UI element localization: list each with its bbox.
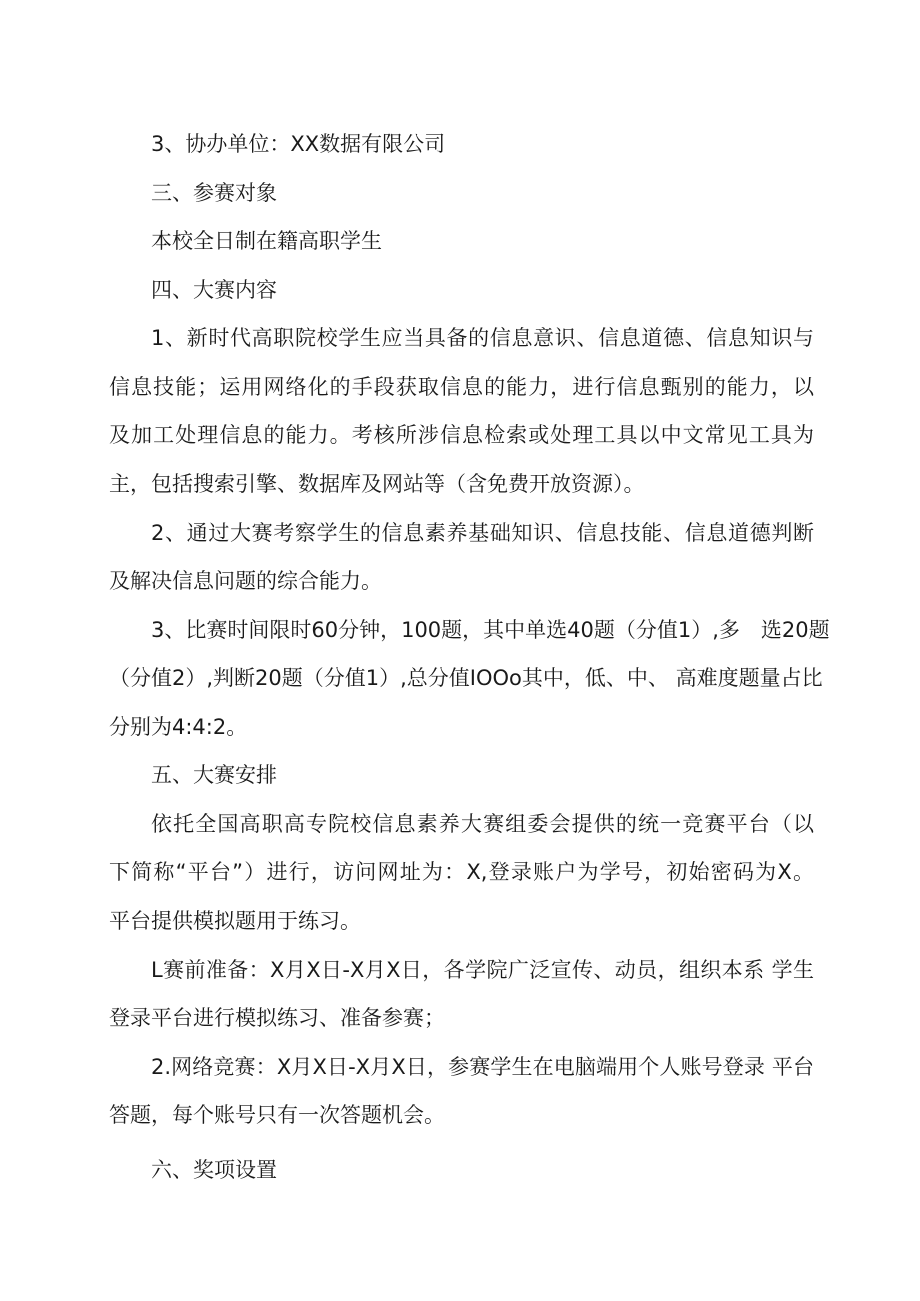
section-heading-awards: 六、奖项设置 xyxy=(151,1158,277,1182)
paragraph-arrangement-line-1: 依托全国高职高专院校信息素养大赛组委会提供的统一竞赛平台（以 xyxy=(151,812,814,836)
paragraph-preparation-line-2: 登录平台进行模拟练习、准备参赛； xyxy=(109,1006,445,1030)
section-heading-content: 四、大赛内容 xyxy=(151,278,277,302)
paragraph-content-3-line-2: （分值2）,判断20题（分值1）,总分值IOOo其中，低、中、 高难度题量占比 xyxy=(109,666,823,690)
paragraph-content-1-line-2: 信息技能；运用网络化的手段获取信息的能力，进行信息甄别的能力，以 xyxy=(109,375,814,399)
section-heading-participants: 三、参赛对象 xyxy=(151,181,277,205)
paragraph-arrangement-line-2: 下简称“平台”）进行，访问网址为：X,登录账户为学号，初始密码为X。 xyxy=(109,860,814,884)
paragraph-content-2-line-2: 及解决信息问题的综合能力。 xyxy=(109,569,382,593)
paragraph-co-organizer: 3、协办单位：XX数据有限公司 xyxy=(151,132,446,156)
paragraph-content-1-line-4: 主，包括搜索引擎、数据库及网站等（含免费开放资源）。 xyxy=(109,472,645,496)
paragraph-competition-line-2: 答题，每个账号只有一次答题机会。 xyxy=(109,1103,445,1127)
paragraph-content-3-line-3: 分别为4:4:2。 xyxy=(109,715,248,739)
section-heading-arrangement: 五、大赛安排 xyxy=(151,763,277,787)
paragraph-content-2-line-1: 2、通过大赛考察学生的信息素养基础知识、信息技能、信息道德判断 xyxy=(151,521,814,545)
paragraph-preparation-line-1: L赛前准备：X月X日-X月X日，各学院广泛宣传、动员，组织本系 学生 xyxy=(151,958,814,982)
paragraph-arrangement-line-3: 平台提供模拟题用于练习。 xyxy=(109,909,361,933)
paragraph-content-1-line-3: 及加工处理信息的能力。考核所涉信息检索或处理工具以中文常见工具为 xyxy=(109,423,814,447)
paragraph-content-3-line-1: 3、比赛时间限时60分钟，100题，其中单选40题（分值1）,多 选20题 xyxy=(151,618,830,642)
paragraph-participants: 本校全日制在籍高职学生 xyxy=(151,229,382,253)
paragraph-content-1-line-1: 1、新时代高职院校学生应当具备的信息意识、信息道德、信息知识与 xyxy=(151,326,814,350)
paragraph-competition-line-1: 2.网络竞赛：X月X日-X月X日，参赛学生在电脑端用个人账号登录 平台 xyxy=(151,1055,814,1079)
